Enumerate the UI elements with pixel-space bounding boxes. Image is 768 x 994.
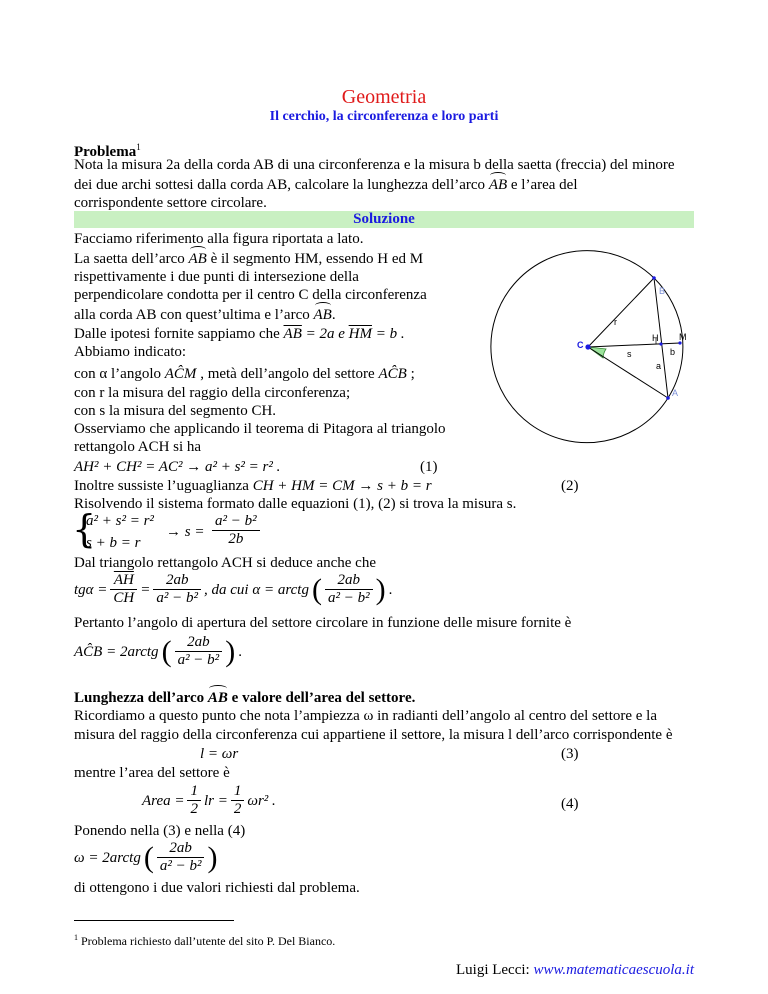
solution-line-16: Dal triangolo rettangolo ACH si deduce anche che [74,555,376,571]
half-denominator: 2 [190,801,198,817]
solution-label: Soluzione [353,211,415,227]
label-h: H [652,333,659,343]
footnote-text: Problema richiesto dall’utente del sito P. Del Bianco. [81,934,336,948]
solution-line-14 [74,477,432,495]
acb-equation: AĈB = 2arctg ( $\frac{2ab}{\text{a² − b²}}$ ) . [74,634,242,668]
section-heading: Lunghezza dell’arco AB e valore dell’area del settore. [74,690,416,706]
equation-3: l = ωr [200,746,239,762]
section-heading-text: Lunghezza dell’arco [74,690,205,706]
area-end: ωr² . [247,792,276,809]
system-brace: { [72,507,97,551]
segment-cm [588,343,680,347]
equation-1: AH² + CH² = AC² → a² + s² = r² . [74,459,281,475]
eq-hm: = b . [375,326,405,342]
solution-line-3: rispettivamente i due punti di intersezione della [74,269,359,285]
label-r: r [614,317,617,327]
tg-numerator-2: 2ab [153,572,201,590]
solution-line-4: perpendicolare condotta per il centro C della circonferenza [74,287,427,303]
omega-numerator: 2ab [157,840,205,858]
point-a [666,396,670,400]
part2-line-1: Ricordiamo a questo punto che nota l’ampiezza ω in radianti dell’angolo al centro del settore e la [74,708,657,724]
problem-line-2-tail: e l’area del [510,177,578,193]
arc-ab: AB [207,690,228,706]
tg-lhs: tgα = [74,581,108,598]
area-equation [142,783,276,818]
label-b: B [659,286,666,296]
footnote-divider [74,920,234,921]
tg-denominator-2: a² − b² [156,590,199,606]
area-lhs: Area = [142,792,185,809]
half-numerator: 1 [187,783,201,801]
eq-ab: = 2a e [305,326,345,342]
omega-lhs: ω = 2arctg [74,849,141,866]
label-c: C [577,340,584,350]
arc-ab: AB [313,307,332,323]
footnote [74,933,335,949]
label-a: A [672,388,679,398]
label-m: M [679,332,687,342]
segment-ab: $\overline{AB}$ [283,326,302,342]
point-c [585,344,590,349]
tangent-equation: tgα = $\frac{\overline{AH}}{CH}$ = $\frac{2ab}{\text{a² − b²}}$ , da cui α = arctg ( $\frac{2ab}{\text{a² − b²}}$ ) . [74,572,393,606]
solution-line-6-text: Dalle ipotesi fornite sappiamo che [74,326,280,342]
problem-line-1: Nota la misura 2a della corda AB di una circonferenza e la misura b della saetta (freccia) del minore [74,157,675,173]
acb-period: . [238,643,242,660]
problem-line-2-text: dei due archi sottesi dalla corda AB, calcolare la lunghezza dell’arco [74,177,486,193]
label-b-lower: b [670,347,676,357]
omega-equation: ω = 2arctg ( $\frac{2ab}{\text{a² − b²}}$ ) [74,840,218,874]
tg-period: . [388,581,393,598]
s-denominator: 2b [228,531,244,547]
solution-line-7: Abbiamo indicato: [74,344,187,360]
equation-2-number: (2) [561,478,579,494]
point-b [652,276,656,280]
solution-line-15: Risolvendo il sistema formato dalle equazioni (1), (2) si trova la misura s. [74,496,517,512]
solution-line-9: con r la misura del raggio della circonferenza; [74,385,351,401]
tg-denominator-1: CH [113,590,135,606]
omega-denominator: a² − b² [159,858,202,874]
segment-hm: $\overline{HM}$ [348,326,372,342]
problem-line-3: corrispondente settore circolare. [74,195,267,211]
area-mid: lr = [203,792,228,809]
part2-line-2: misura del raggio della circonferenza cui appartiene il settore, la misura l dell’arco corrispondente è [74,727,673,743]
half-numerator-2: 1 [231,783,245,801]
label-a-lower: a [656,361,662,371]
page-title: Geometria [341,86,427,108]
arc-ab: AB [488,177,508,193]
acb-denominator: a² − b² [177,652,220,668]
footnote-mark: 1 [74,933,78,942]
solution-line-11: Osserviamo che applicando il teorema di Pitagora al triangolo [74,421,446,437]
period: . [331,307,336,323]
tg-middle: , da cui α = arctg [204,581,309,598]
system-eq-1: a² + s² = r² [86,513,154,529]
solution-line-6 [74,325,405,343]
solution-line-8 [74,365,415,383]
solution-line-12: rettangolo ACH si ha [74,439,202,455]
point-h [659,342,662,345]
problem-line-2 [74,176,578,194]
section-heading-tail: e valore dell’area del settore [231,690,412,706]
acb-numerator: 2ab [175,634,223,652]
solution-line-5 [74,306,336,324]
fraction-s [212,513,260,548]
circle-figure [490,248,700,448]
author-name: Luigi Lecci: [455,962,530,978]
solution-line-1: Facciamo riferimento alla figura riportata a lato. [74,231,364,247]
acb-lhs: AĈB = 2arctg [74,643,159,660]
arctg-numerator: 2ab [325,572,373,590]
equation-4-number: (4) [561,796,579,812]
solution-line-10: con s la misura del segmento CH. [74,403,277,419]
solution-line-18: Pertanto l’angolo di apertura del settore circolare in funzione delle misure fornite è [74,615,572,631]
radius-cb [588,278,654,347]
semicolon: ; [410,366,415,382]
equation-3-number: (3) [561,746,579,762]
solution-line-8-text: con α l’angolo [74,366,162,382]
half-denominator-2: 2 [233,801,242,817]
angle-acm: AĈM [164,366,197,382]
angle-acb: AĈB [378,366,407,382]
solution-line-14-text: Inoltre sussiste l’uguaglianza [74,478,249,494]
part2-line-5: di ottengono i due valori richiesti dal problema. [74,880,360,896]
tg-numerator-1: $\overline{AH}$ [110,572,137,590]
solution-line-5-text: alla corda AB con quest’ultima e l’arco [74,307,310,323]
s-numerator: a² − b² [212,513,260,531]
equation-2: CH + HM = CM → s + b = r [252,478,432,494]
part2-line-3: mentre l’area del settore è [74,765,230,781]
system-eq-2: s + b = r [86,535,141,551]
footnote-ref: 1 [136,142,141,152]
solution-line-8-mid: , metà dell’angolo del settore [200,366,375,382]
website-link[interactable]: www.matematicaescuola.it [533,962,694,978]
signature [456,962,694,979]
arctg-denominator: a² − b² [327,590,370,606]
part2-line-4: Ponendo nella (3) e nella (4) [74,823,246,839]
solution-line-2 [74,250,423,268]
arc-ab: AB [188,251,207,267]
problem-heading: Problema [74,144,137,160]
system-arrow: → s = [166,524,205,540]
equation-1-number: (1) [420,459,438,475]
solution-line-2-text: La saetta dell’arco [74,251,185,267]
label-s: s [627,349,632,359]
solution-line-2-tail: è il segmento HM, essendo H ed M [210,251,424,267]
page-subtitle: Il cerchio, la circonferenza e loro parti [269,109,499,124]
